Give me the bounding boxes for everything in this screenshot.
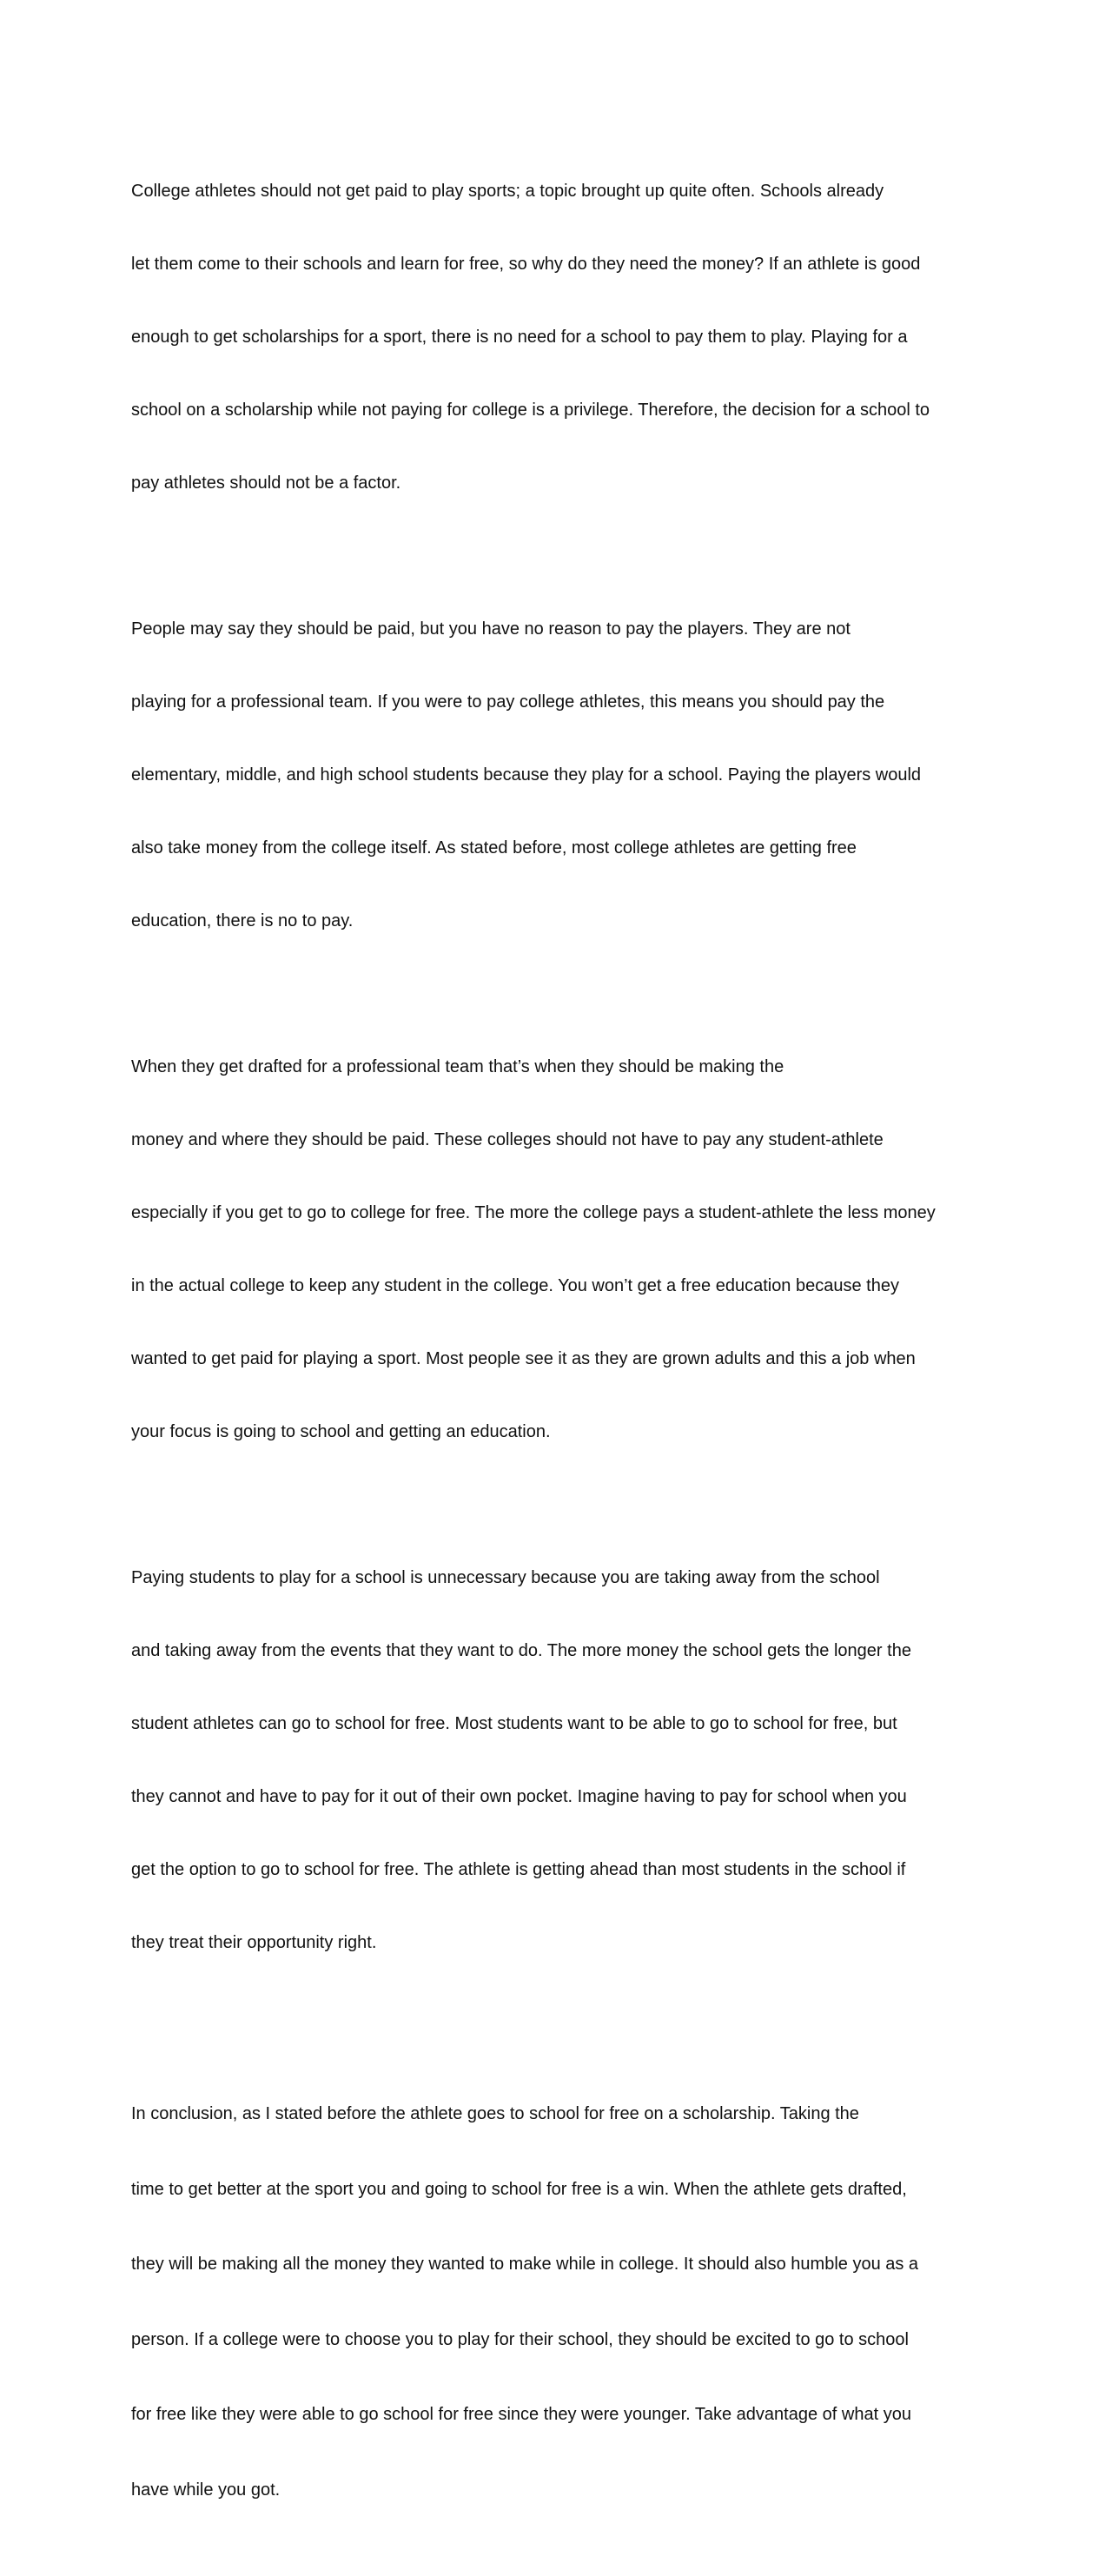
paragraph-line: student athletes can go to school for free. Most students want to be able to go to school for free, but xyxy=(131,1714,897,1733)
paragraph-1 xyxy=(131,130,991,544)
paragraph-line: pay athletes should not be a factor. xyxy=(131,473,401,493)
paragraph-line: Paying students to play for a school is unnecessary because you are taking away from the school xyxy=(131,1568,880,1587)
paragraph-line: education, there is no to pay. xyxy=(131,911,354,930)
paragraph-line: person. If a college were to choose you to play for their school, they should be excited to go to school xyxy=(131,2329,909,2349)
paragraph-line: money and where they should be paid. These colleges should not have to pay any student-athlete xyxy=(131,1130,884,1149)
paragraph-line: school on a scholarship while not paying for college is a privilege. Therefore, the decision for a school to xyxy=(131,401,930,420)
paragraph-line: In conclusion, as I stated before the athlete goes to school for free on a scholarship. Taking the xyxy=(131,2104,859,2123)
paragraph-line: time to get better at the sport you and going to school for free is a win. When the athlete gets drafted, xyxy=(131,2179,907,2199)
paragraph-line: have while you got. xyxy=(131,2480,281,2500)
paragraph-line: get the option to go to school for free. The athlete is getting ahead than most students in the school if xyxy=(131,1860,906,1879)
paragraph-2 xyxy=(131,568,991,982)
paragraph-line: enough to get scholarships for a sport, there is no need for a school to pay them to play. Playing for a xyxy=(131,328,908,347)
paragraph-line: in the actual college to keep any student in the college. You won’t get a free education because they xyxy=(131,1276,899,1295)
paragraph-line: and taking away from the events that they want to do. The more money the school gets the longer the xyxy=(131,1641,911,1660)
paragraph-line: they will be making all the money they wanted to make while in college. It should also humble you as a xyxy=(131,2255,919,2274)
paragraph-line: People may say they should be paid, but you have no reason to pay the players. They are not xyxy=(131,619,851,639)
paragraph-3 xyxy=(131,1006,991,1493)
paragraph-line: When they get drafted for a professional team that’s when they should be making the xyxy=(131,1057,784,1076)
paragraph-4 xyxy=(131,1517,991,2003)
paragraph-line: wanted to get paid for playing a sport. Most people see it as they are grown adults and this a job when xyxy=(131,1349,916,1368)
paragraph-line: College athletes should not get paid to play sports; a topic brought up quite often. Schools already xyxy=(131,182,884,201)
paragraph-line: for free like they were able to go school for free since they were younger. Take advantage of what you xyxy=(131,2405,911,2424)
paragraph-line: they treat their opportunity right. xyxy=(131,1933,377,1952)
paragraph-line: your focus is going to school and getting an education. xyxy=(131,1422,551,1441)
paragraph-line: elementary, middle, and high school students because they play for a school. Paying the players would xyxy=(131,765,922,785)
document-body xyxy=(131,130,991,2576)
paragraph-5 xyxy=(131,2052,991,2552)
paragraph-line: let them come to their schools and learn for free, so why do they need the money? If an athlete is good xyxy=(131,255,921,274)
paragraph-line: playing for a professional team. If you were to pay college athletes, this means you should pay the xyxy=(131,692,885,712)
paragraph-line: they cannot and have to pay for it out of their own pocket. Imagine having to pay for school when you xyxy=(131,1787,907,1806)
paragraph-line: especially if you get to go to college for free. The more the college pays a student-athlete the less money xyxy=(131,1203,936,1222)
paragraph-line: also take money from the college itself. As stated before, most college athletes are getting free xyxy=(131,838,857,858)
